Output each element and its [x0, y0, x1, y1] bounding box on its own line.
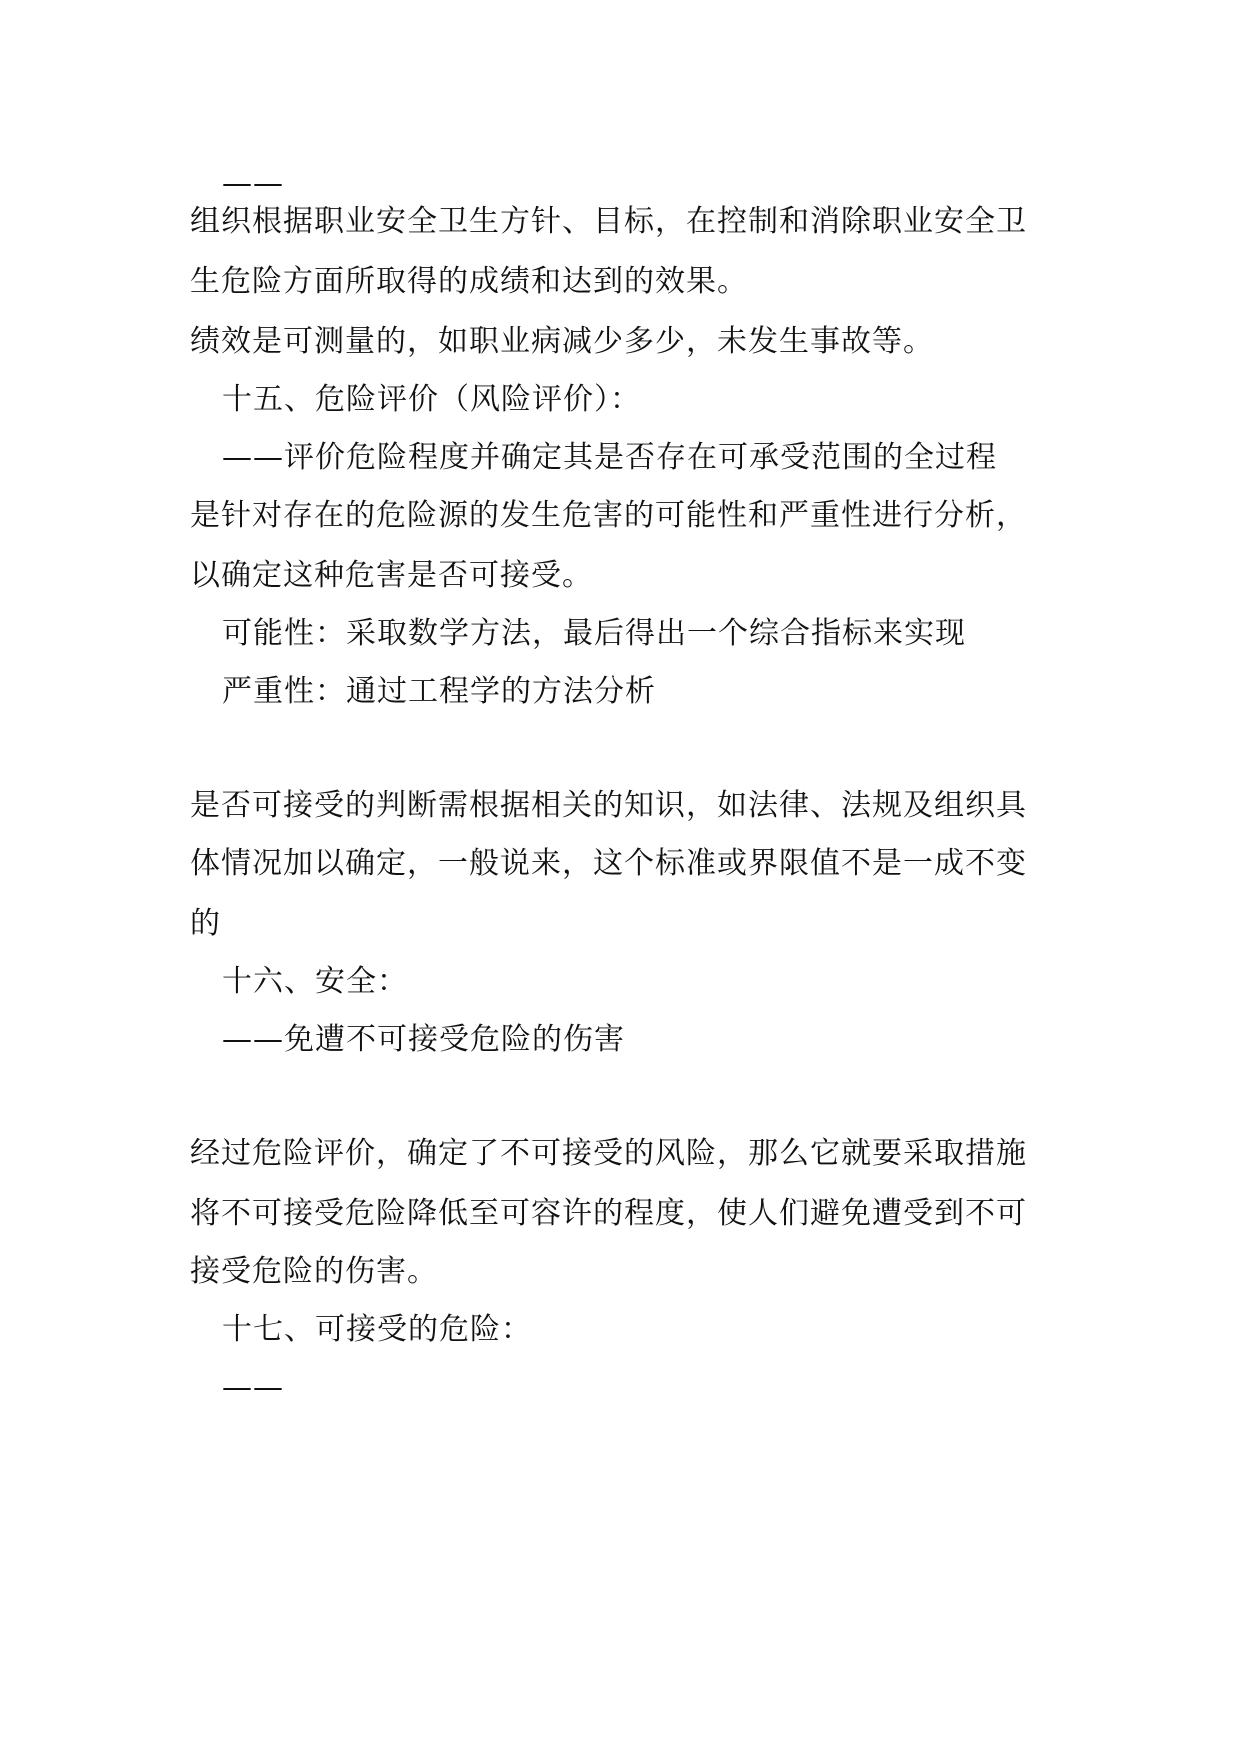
body-text-line: 严重性：通过工程学的方法分析	[222, 674, 656, 709]
body-text-line: 是针对存在的危险源的发生危害的可能性和严重性进行分析，	[190, 498, 1027, 533]
section-heading: 十五、危险评价（风险评价）：	[222, 382, 641, 417]
definition-line: ——评价危险程度并确定其是否存在可承受范围的全过程	[222, 440, 997, 475]
body-text-line: 绩效是可测量的，如职业病减少多少，未发生事故等。	[190, 324, 934, 359]
body-text-line: 经过危险评价，确定了不可接受的风险，那么它就要采取措施	[190, 1136, 1027, 1171]
body-text-line: 接受危险的伤害。	[190, 1254, 438, 1289]
section-heading: 十六、安全：	[222, 964, 408, 999]
body-text-line: 是否可接受的判断需根据相关的知识，如法律、法规及组织具	[190, 788, 1027, 823]
dash-line: ——	[222, 166, 284, 201]
body-text-line: 可能性：采取数学方法，最后得出一个综合指标来实现	[222, 616, 966, 651]
body-text-line: 将不可接受危险降低至可容许的程度，使人们避免遭受到不可	[190, 1196, 1027, 1231]
body-text-line: 的	[190, 906, 221, 941]
dash-line: ——	[222, 1370, 284, 1405]
body-text-line: 组织根据职业安全卫生方针、目标，在控制和消除职业安全卫	[190, 204, 1027, 239]
body-text-line: 生危险方面所取得的成绩和达到的效果。	[190, 264, 748, 299]
body-text-line: 体情况加以确定，一般说来，这个标准或界限值不是一成不变	[190, 846, 1027, 881]
definition-line: ——免遭不可接受危险的伤害	[222, 1022, 625, 1057]
body-text-line: 以确定这种危害是否可接受。	[190, 558, 593, 593]
section-heading: 十七、可接受的危险：	[222, 1312, 532, 1347]
